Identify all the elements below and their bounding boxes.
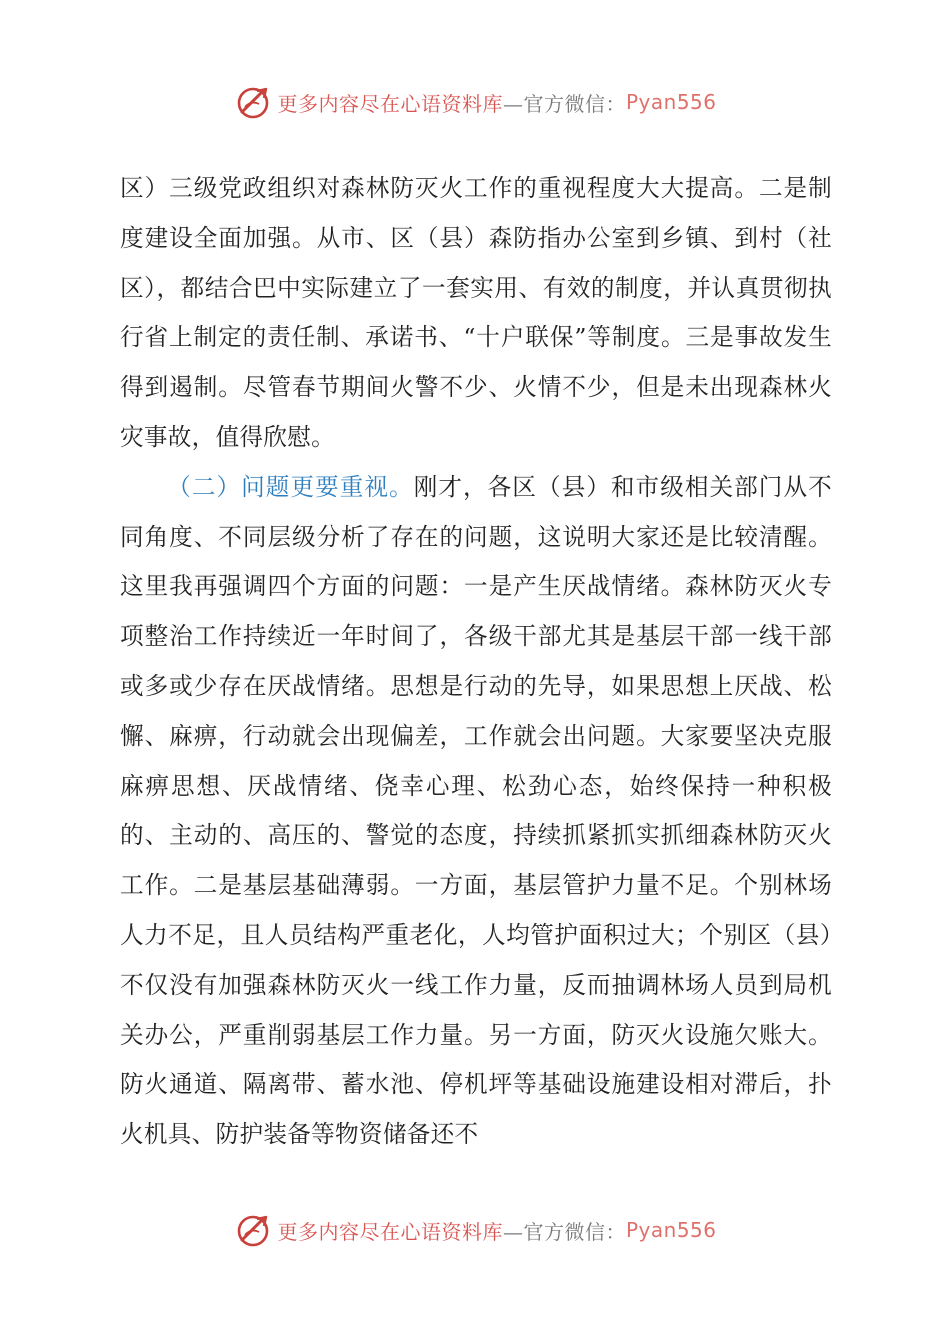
banner-wechat-label: —官方微信： bbox=[502, 91, 626, 116]
paragraph-2 bbox=[120, 463, 832, 1160]
banner-wechat-id: Pyan556 bbox=[625, 1218, 717, 1242]
paragraph-1 bbox=[120, 164, 832, 463]
banner-title: 更多内容尽在心语资料库 bbox=[277, 91, 503, 116]
banner-wechat-id: Pyan556 bbox=[625, 90, 717, 114]
banner-wechat-label: —官方微信： bbox=[502, 1219, 626, 1244]
document-body bbox=[120, 164, 832, 1160]
logo-icon bbox=[233, 82, 273, 122]
header-banner bbox=[0, 80, 950, 124]
paragraph-2-text: 刚才，各区（县）和市级相关部门从不同角度、不同层级分析了存在的问题，这说明大家还是比较清醒。这里我再强调四个方面的问题：一是产生厌战情绪。森林防灭火专项整治工作持续近一年时间了，各级干部尤其是基层干部一线干部或多或少存在厌战情绪。思想是行动的先导，如果思想上厌战、松懈、麻痹，行动就会出现偏差，工作就会出问题。大家要坚决克服麻痹思想、厌战情绪、侥幸心理、松劲心态，始终保持一种积极的、主动的、高压的、警觉的态度，持续抓紧抓实抓细森林防灭火工作。二是基层基础薄弱。一方面，基层管护力量不足。个别林场人力不足，且人员结构严重老化，人均管护面积过大；个别区（县）不仅没有加强森林防灭火一线工作力量，反而抽调林场人员到局机关办公，严重削弱基层工作力量。另一方面，防灭火设施欠账大。防火通道、隔离带、蓄水池、停机坪等基础设施建设相对滞后，扑火机具、防护装备等物资储备还不 bbox=[120, 472, 833, 1149]
paragraph-1-text: 区）三级党政组织对森林防灭火工作的重视程度大大提高。二是制度建设全面加强。从市、区（县）森防指办公室到乡镇、到村（社区），都结合巴中实际建立了一套实用、有效的制度，并认真贯彻执行省上制定的责任制、承诺书、“十户联保”等制度。三是事故发生得到遏制。尽管春节期间火警不少、火情不少，但是未出现森林火灾事故，值得欣慰。 bbox=[120, 174, 832, 451]
logo-icon bbox=[233, 1210, 273, 1250]
section-heading: （二）问题更要重视。 bbox=[167, 472, 414, 501]
banner-title: 更多内容尽在心语资料库 bbox=[277, 1219, 503, 1244]
footer-banner bbox=[0, 1208, 950, 1252]
